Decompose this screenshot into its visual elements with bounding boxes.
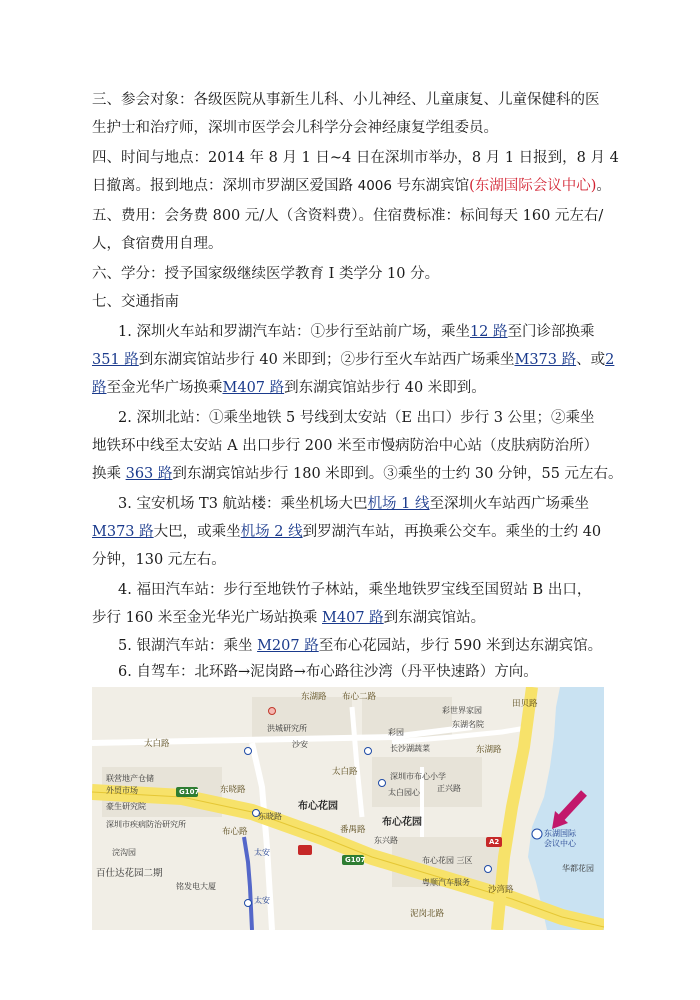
map-label-guangzhou: 番禺路	[340, 825, 366, 835]
map-label-jingguang: 粤顺汽车服务	[422, 878, 470, 887]
t1-text-2: 至门诊部换乘	[507, 324, 595, 340]
map-label-changsha: 长沙湖蔬菜	[390, 744, 430, 753]
t1-text-5: 至金光华广场换乘	[106, 380, 223, 396]
t5-text: 5. 银湖汽车站：乘坐	[118, 638, 258, 654]
transport-5-line	[118, 636, 602, 656]
transport-2-line-2: 地铁环中线至太安站 A 出口步行 200 米至市慢病防治中心站（皮肤病防治所）	[92, 438, 599, 454]
map-label-venue: 东湖国际 会议中心	[544, 829, 576, 848]
map-label-buxin-garden-1: 布心花园	[298, 801, 338, 812]
transport-3-line-3: 分钟，130 元左右。	[92, 552, 226, 568]
map-label-caixin: 彩世界家园	[442, 706, 482, 715]
map-label-buxin-rd: 布心路	[222, 827, 248, 837]
transport-1-line-2	[92, 350, 614, 370]
bus-2-link[interactable]: 2	[605, 352, 615, 368]
map-label-school: 深圳市布心小学	[390, 772, 446, 781]
map-label-yihe: 浣沟园	[112, 848, 136, 857]
map-label-buxin-garden-2: 布心花园	[382, 817, 422, 828]
map-label-taibai-left: 太白路	[144, 739, 170, 749]
map-label-g107: G107	[179, 788, 200, 796]
map-label-nihang: 泥岗北路	[410, 909, 445, 919]
t4-text-2: 到东湖宾馆站。	[383, 610, 486, 626]
t4-text: 步行 160 米至金光华光广场站换乘	[92, 610, 323, 626]
map-label-mingfa: 铭发电大厦	[176, 882, 216, 891]
map-label-donghu-mingyuan: 东湖名院	[452, 720, 484, 729]
t3-text-2: 至深圳火车站西广场乘坐	[429, 496, 590, 512]
map-block	[372, 757, 482, 807]
map-base	[92, 687, 604, 930]
bus-m407-link[interactable]: M407 路	[222, 380, 285, 396]
map-label-a2: A2	[489, 838, 500, 846]
map-label-donghu-mid: 东湖路	[476, 745, 502, 755]
t3-text: 3. 宝安机场 T3 航站楼：乘坐机场大巴	[118, 496, 368, 512]
map-label-foreign: 外贸市场	[106, 786, 138, 795]
map-label-dongxing: 东兴路	[374, 836, 398, 845]
transport-3-line-1	[118, 494, 589, 514]
location-map	[92, 687, 604, 930]
section-3-line-2: 生护士和治疗师，深圳市医学会儿科学分会神经康复学组委员。	[92, 120, 498, 136]
map-label-shaw: 沙安	[292, 740, 308, 749]
transport-6-line: 6. 自驾车：北环路→泥岗路→布心路往沙湾（丹平快速路）方向。	[118, 664, 538, 680]
map-label-dongxiao-rd: 东晓路	[220, 785, 246, 795]
poi-marker	[244, 747, 252, 755]
t1-text-4: 、或	[576, 352, 606, 368]
map-label-dongxiao: 东晓路	[258, 812, 282, 821]
t3-text-4: 到罗湖汽车站，再换乘公交车。乘坐的士约 40	[302, 524, 602, 540]
transport-1-line-1	[118, 322, 595, 342]
t1-text: 1. 深圳火车站和罗湖汽车站：①步行至站前广场，乘坐	[118, 324, 470, 340]
transport-4-line-2	[92, 608, 485, 628]
map-label-buxin-3: 布心花园 三区	[422, 856, 473, 865]
map-label-huadu: 华都花园	[562, 864, 594, 873]
venue-marker	[532, 829, 542, 839]
map-label-donghu-rd-top: 东湖路	[301, 692, 327, 702]
t3-text-3: 大巴，或乘坐	[153, 524, 241, 540]
poi-marker-red	[268, 707, 276, 715]
map-label-caiyuan: 彩园	[388, 728, 404, 737]
transport-2-line-3	[92, 464, 623, 484]
bus-351-link[interactable]: 351 路	[92, 352, 139, 368]
venue-highlight: (东湖国际会议中心)	[469, 178, 597, 194]
bus-363-link[interactable]: 363 路	[125, 466, 173, 482]
transport-2-line-1: 2. 深圳北站：①乘坐地铁 5 号线到太安站（E 出口）步行 3 公里；②乘坐	[118, 410, 595, 426]
section-3-line-1: 三、参会对象：各级医院从事新生儿科、小儿神经、儿童康复、儿童保健科的医	[92, 92, 600, 108]
airport-line-2-link[interactable]: 机场 2 线	[240, 524, 303, 540]
section-5-line-2: 人，食宿费用自理。	[92, 236, 223, 252]
map-label-liangji: 联营地产仓储	[106, 774, 154, 783]
t1-text-3: 到东湖宾馆站步行 40 米即到；②步行至火车站西广场乘坐	[138, 352, 515, 368]
bus-m407-link-2[interactable]: M407 路	[322, 610, 384, 626]
transport-3-line-2	[92, 522, 601, 542]
map-label-g107b: G107	[345, 856, 366, 864]
map-label-baishida: 百仕达花园二期	[96, 868, 163, 879]
map-label-shenzhen-cdc: 深圳市疾病防治研究所	[106, 820, 186, 829]
bus-12-link[interactable]: 12 路	[469, 324, 508, 340]
t1-text-6: 到东湖宾馆站步行 40 米即到。	[284, 380, 486, 396]
bus-m207-link[interactable]: M207 路	[257, 638, 319, 654]
section-4-line-1: 四、时间与地点：2014 年 8 月 1 日~4 日在深圳市举办，8 月 1 日报到，8 月 4	[92, 150, 619, 166]
s4-number: 4006	[357, 178, 392, 194]
map-label-taian: 太安	[254, 896, 270, 905]
bus-2-link-cont[interactable]: 路	[92, 380, 107, 396]
map-label-shawan: 沙湾路	[488, 885, 514, 895]
map-label-hongcheng: 洪城研究所	[267, 724, 307, 733]
section-4-line-2	[92, 176, 611, 196]
section-5-line-1: 五、费用：会务费 800 元/人（含资料费）。住宿费标准：标间每天 160 元左右/	[92, 208, 604, 224]
airport-line-1-link[interactable]: 机场 1 线	[367, 496, 430, 512]
t5-text-2: 至布心花园站，步行 590 米到达东湖宾馆。	[318, 638, 603, 654]
s4-text-post: 号东湖宾馆	[391, 178, 470, 194]
map-label-taibai-mid: 太白路	[332, 767, 358, 777]
transport-1-line-3	[92, 378, 486, 398]
map-label-buxin-2rd: 布心二路	[342, 692, 377, 702]
map-label-haosheng: 豪生研究院	[106, 802, 146, 811]
map-label-taian-station: 太安	[254, 848, 270, 857]
bus-m373-link[interactable]: M373 路	[514, 352, 577, 368]
bus-m373-link-2[interactable]: M373 路	[92, 524, 154, 540]
poi-marker	[364, 747, 372, 755]
s4-text: 日撤离。报到地点：深圳市罗湖区爱国路	[92, 178, 358, 194]
map-label-zhengxin: 正兴路	[437, 784, 461, 793]
t2-text: 换乘	[92, 466, 126, 482]
map-label-tianbei: 田贝路	[512, 699, 538, 709]
road-shield-red	[298, 845, 312, 855]
section-6-line: 六、学分：授予国家级继续医学教育 I 类学分 10 分。	[92, 266, 440, 282]
poi-marker	[244, 899, 252, 907]
s4-end: 。	[596, 178, 611, 194]
section-7-title: 七、交通指南	[92, 294, 179, 310]
t2-text-2: 到东湖宾馆站步行 180 米即到。③乘坐的士约 30 分钟，55 元左右。	[172, 466, 623, 482]
transport-4-line-1: 4. 福田汽车站：步行至地铁竹子林站，乘坐地铁罗宝线至国贸站 B 出口，	[118, 582, 592, 598]
poi-marker	[484, 865, 492, 873]
poi-marker	[378, 779, 386, 787]
map-label-taiyuan: 太白园心	[388, 788, 420, 797]
